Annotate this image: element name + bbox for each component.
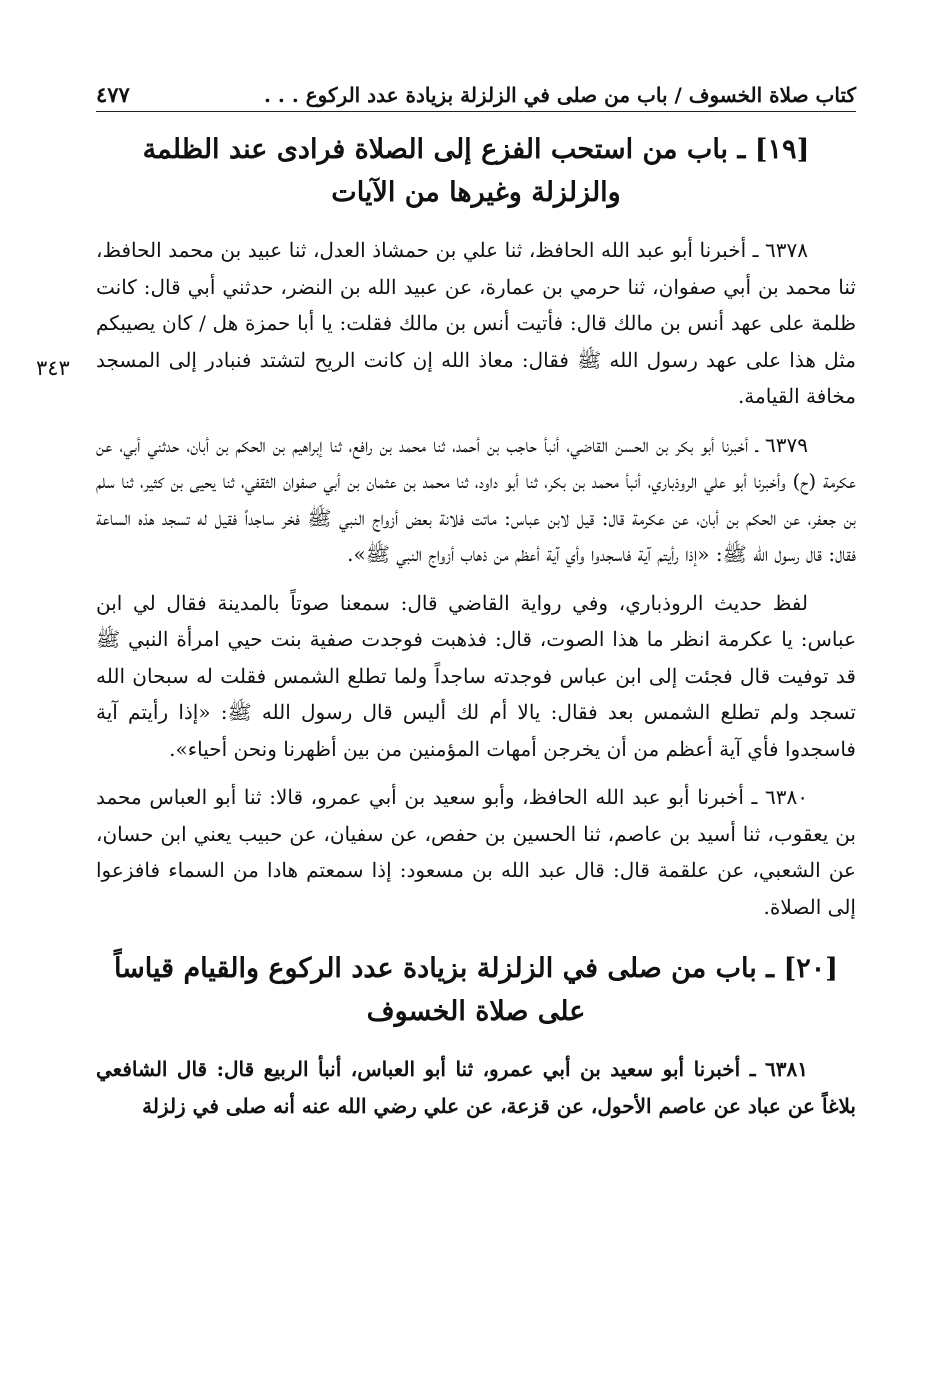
margin-reference-number: ٣٤٣ bbox=[36, 356, 70, 380]
hadith-6380: ٦٣٨٠ ـ أخبرنا أبو عبد الله الحافظ، وأبو سعيد بن أبي عمرو، قالا: ثنا أبو العباس محمد بن يعقوب، ثنا أسيد بن عاصم، ثنا الحسين بن حفص، عن سفيان، عن حبيب يعني ابن حسان، عن الشعبي، عن علقمة قال: قال عبد الله بن مسعود: إذا سمعتم هادا من السماء فافزعوا إلى الصلاة. bbox=[96, 785, 856, 919]
hadith-6378: ٦٣٧٨ ـ أخبرنا أبو عبد الله الحافظ، ثنا علي بن حمشاذ العدل، ثنا عبيد بن محمد الحافظ، ثنا محمد بن أبي صفوان، ثنا حرمي بن عمارة، عن عبيد الله بن النضر، حدثني أبي قال: كانت ظلمة على عهد أنس بن مالك قال: فأتيت أنس بن مالك فقلت: يا أبا حمزة هل / كان يصيبكم مثل هذا على عهد رسول الله ﷺ فقال: معاذ الله إن كانت الريح لتشتد فنبادر إلى المسجد مخافة القيامة. bbox=[96, 238, 856, 408]
page-number: ٤٧٧ bbox=[96, 82, 130, 107]
chapter-title-20: [٢٠] ـ باب من صلى في الزلزلة بزيادة عدد الركوع والقيام قياساً على صلاة الخسوف bbox=[113, 953, 839, 1027]
hadith-6379-commentary: لفظ حديث الروذباري، وفي رواية القاضي قال: سمعنا صوتاً بالمدينة فقال لي ابن عباس: يا عكرمة انظر ما هذا الصوت، قال: فذهبت فوجدت صفية بنت حيي امرأة النبي ﷺ قد توفيت قال فجئت إلى ابن عباس فوجدته ساجداً ولما تطلع الشمس فقلت له سبحان الله تسجد ولم تطلع الشمس بعد فقال: يالا أم لك أليس قال رسول الله ﷺ: «إذا رأيتم آية فاسجدوا فأي آية أعظم من أن يخرجن أمهات المؤمنين من بين أظهرنا ونحن أحياء». bbox=[96, 590, 856, 761]
running-header bbox=[96, 72, 856, 112]
chapter-title-19: [١٩] ـ باب من استحب الفزع إلى الصلاة فرادى عند الظلمة والزلزلة وغيرها من الآيات bbox=[142, 134, 810, 208]
hadith-6379: ٦٣٧٩ ـ أخبرنا أبو بكر بن الحسن القاضي، أنبأ حاجب بن أحمد، ثنا محمد بن رافع، ثنا إبراهيم بن الحكم بن أبان، حدثني أبي، عن عكرمة (ح) وأخبرنا أبو علي الروذباري، أنبأ محمد بن بكر، ثنا أبو داود، ثنا محمد بن عثمان بن أبي صفوان الثقفي، ثنا يحيى بن كثير، ثنا سلم بن جعفر، عن الحكم بن أبان، عن عكرمة قال: قيل لابن عباس: ماتت فلانة بعض أزواج النبي ﷺ فخر ساجداً فقيل له تسجد هذه الساعة فقال: قال رسول الله ﷺ: «إذا رأيتم آية فاسجدوا وأي آية أعظم من ذهاب أزواج النبي ﷺ». bbox=[96, 432, 856, 566]
running-title: كتاب صلاة الخسوف / باب من صلى في الزلزلة بزيادة عدد الركوع . . . bbox=[263, 83, 856, 107]
hadith-6381: ٦٣٨١ ـ أخبرنا أبو سعيد بن أبي عمرو، ثنا أبو العباس، أنبأ الربيع قال: قال الشافعي بلاغاً عن عباد عن عاصم الأحول، عن قزعة، عن علي رضي الله عنه أنه صلى في زلزلة bbox=[96, 1057, 856, 1118]
page-body bbox=[96, 128, 856, 1136]
